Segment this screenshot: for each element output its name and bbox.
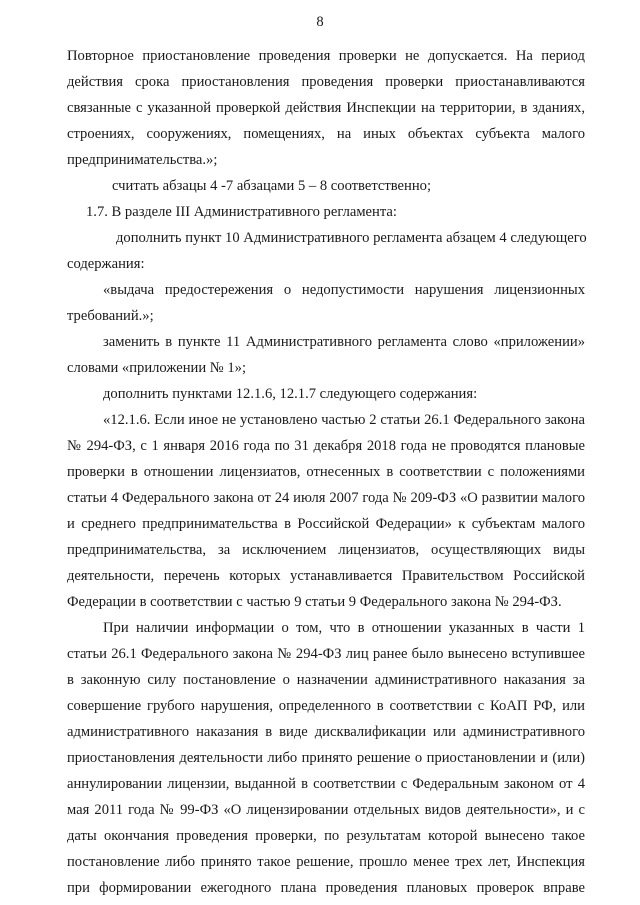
text-line: даты окончания проведения проверки, по результатам которой вынесено такое [67, 828, 585, 844]
text-line: статьи 4 Федерального закона от 24 июля 2007 года № 209-ФЗ «О развитии малого [67, 490, 585, 506]
text-line: статьи 26.1 Федерального закона № 294-ФЗ лиц ранее было вынесено вступившее [67, 646, 585, 662]
text-line: деятельности, перечень которых устанавливается Правительством Российской [67, 568, 585, 584]
text-line: постановление либо принято такое решение, прошло менее трех лет, Инспекция [67, 854, 585, 870]
text-line: № 294-ФЗ, с 1 января 2016 года по 31 декабря 2018 года не проводятся плановые [67, 438, 585, 454]
text-line: При наличии информации о том, что в отношении указанных в части 1 [103, 620, 585, 636]
text-line: связанные с указанной проверкой действия Инспекции на территории, в зданиях, [67, 100, 585, 116]
text-line: в законную силу постановление о назначении административного наказания за [67, 672, 585, 688]
text-line: приостановления деятельности либо принято решение о приостановлении и (или) [67, 750, 585, 766]
text-line: дополнить пунктами 12.1.6, 12.1.7 следующего содержания: [103, 386, 478, 402]
text-line: Федерации в соответствии с частью 9 статьи 9 Федерального закона № 294-ФЗ. [67, 594, 562, 610]
section-heading: 1.7. В разделе III Административного регламента: [86, 204, 397, 220]
text-line: и среднего предпринимательства в Российской Федерации» к субъектам малого [67, 516, 585, 532]
text-line: содержания: [67, 256, 145, 272]
text-line: мая 2011 года № 99-ФЗ «О лицензировании отдельных видов деятельности», и с [67, 802, 585, 818]
text-line: заменить в пункте 11 Административного регламента слово «приложении» [103, 334, 585, 350]
text-line: предпринимательства, за исключением лицензиатов, осуществляющих виды [67, 542, 585, 558]
text-line: предпринимательства.»; [67, 152, 218, 168]
text-line: совершение грубого нарушения, определенного в соответствии с КоАП РФ, или [67, 698, 585, 714]
text-line: дополнить пункт 10 Административного регламента абзацем 4 следующего [116, 230, 587, 246]
text-line: «выдача предостережения о недопустимости нарушения лицензионных [103, 282, 585, 298]
page-number: 8 [316, 14, 324, 30]
text-line: строениях, сооружениях, помещениях, на иных объектах субъекта малого [67, 126, 585, 142]
text-line: требований.»; [67, 308, 154, 324]
text-line: проверки в отношении лицензиатов, отнесенных в соответствии с положениями [67, 464, 585, 480]
text-line: действия срока приостановления проведения проверки приостанавливаются [67, 74, 585, 90]
text-line: словами «приложении № 1»; [67, 360, 247, 376]
text-line: при формировании ежегодного плана проведения плановых проверок вправе [67, 880, 585, 896]
text-line: считать абзацы 4 -7 абзацами 5 – 8 соответственно; [112, 178, 431, 194]
text-line: аннулировании лицензии, выданной в соответствии с Федеральным законом от 4 [67, 776, 585, 792]
text-line: Повторное приостановление проведения проверки не допускается. На период [67, 48, 585, 64]
text-line: административного наказания в виде дисквалификации или административного [67, 724, 585, 740]
text-line: «12.1.6. Если иное не установлено частью 2 статьи 26.1 Федерального закона [103, 412, 585, 428]
